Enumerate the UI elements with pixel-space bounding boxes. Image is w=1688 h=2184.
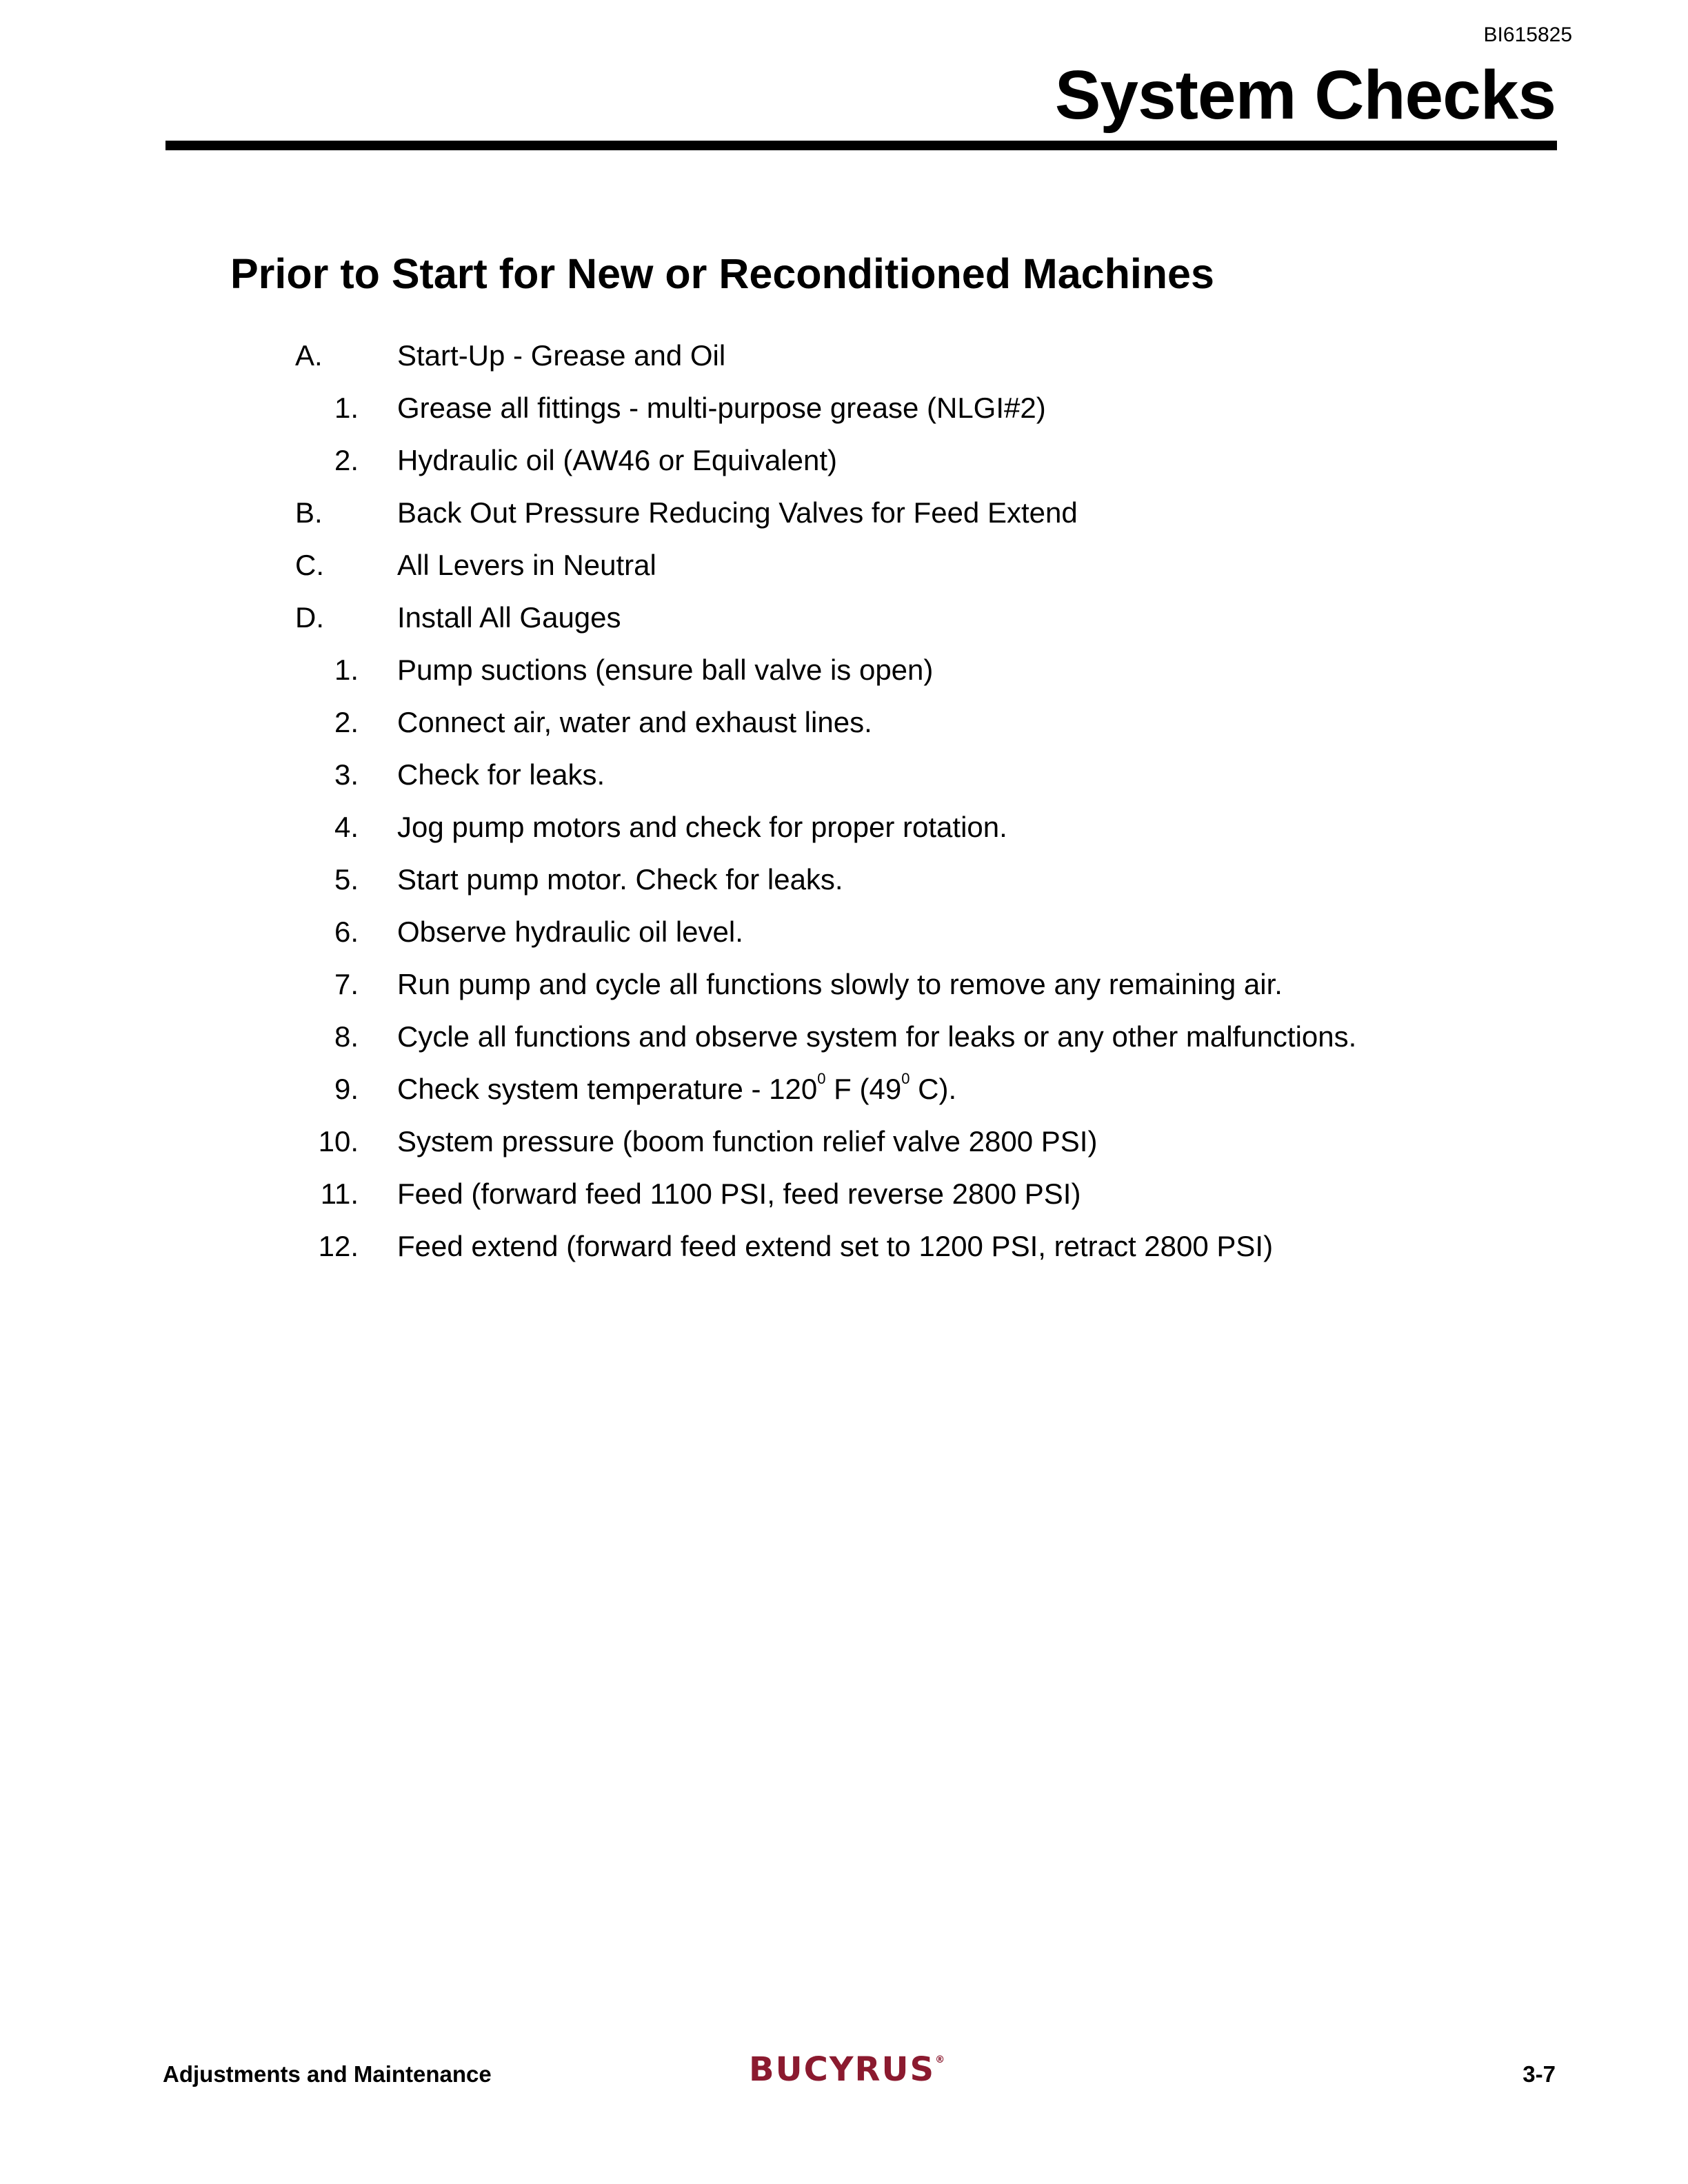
item-marker: 1.: [334, 654, 359, 686]
logo-text: BUCYRUS: [749, 2050, 936, 2089]
page-title: System Checks: [1054, 57, 1556, 134]
item-text: Grease all fittings - multi-purpose grease (NLGI#2): [397, 392, 1046, 424]
document-id: BI615825: [1483, 23, 1572, 46]
item-text: Hydraulic oil (AW46 or Equivalent): [397, 444, 838, 476]
item-marker: B.: [295, 496, 323, 529]
text-segment: Check system temperature - 120: [397, 1073, 818, 1105]
item-marker: D.: [295, 601, 324, 634]
page-number: 3-7: [1523, 2061, 1556, 2087]
item-text: Observe hydraulic oil level.: [397, 916, 743, 948]
item-marker: 5.: [334, 863, 359, 896]
item-text: All Levers in Neutral: [397, 549, 656, 581]
bucyrus-logo: [749, 2050, 945, 2089]
superscript-degree: 0: [817, 1070, 826, 1087]
item-marker: 12.: [318, 1230, 359, 1262]
item-text: Start-Up - Grease and Oil: [397, 339, 726, 372]
item-marker: 3.: [334, 758, 359, 791]
item-text: Start pump motor. Check for leaks.: [397, 863, 843, 896]
registered-mark: ®: [935, 2054, 945, 2065]
text-segment: C).: [910, 1073, 957, 1105]
item-text: System pressure (boom function relief valve 2800 PSI): [397, 1125, 1098, 1157]
item-marker: 9.: [334, 1073, 359, 1105]
item-text: Check for leaks.: [397, 758, 605, 791]
item-marker: 10.: [318, 1125, 359, 1157]
item-marker: 1.: [334, 392, 359, 424]
item-marker: 6.: [334, 916, 359, 948]
item-text-temperature: [397, 1071, 956, 1107]
item-text: Run pump and cycle all functions slowly to remove any remaining air.: [397, 968, 1283, 1000]
item-text: Feed (forward feed 1100 PSI, feed reverse 2800 PSI): [397, 1177, 1081, 1210]
item-text: Feed extend (forward feed extend set to 1200 PSI, retract 2800 PSI): [397, 1230, 1274, 1262]
footer-section-title: Adjustments and Maintenance: [163, 2061, 492, 2087]
item-text: Jog pump motors and check for proper rotation.: [397, 811, 1007, 843]
item-marker: 8.: [334, 1020, 359, 1053]
item-marker: A.: [295, 339, 323, 372]
item-text: Back Out Pressure Reducing Valves for Feed Extend: [397, 496, 1078, 529]
text-segment: F (49: [825, 1073, 902, 1105]
item-text: Cycle all functions and observe system for leaks or any other malfunctions.: [397, 1020, 1357, 1053]
section-heading: Prior to Start for New or Reconditioned Machines: [230, 250, 1214, 297]
item-text: Pump suctions (ensure ball valve is open): [397, 654, 934, 686]
item-text: Connect air, water and exhaust lines.: [397, 706, 872, 738]
item-marker: 4.: [334, 811, 359, 843]
item-marker: 7.: [334, 968, 359, 1000]
title-divider: [165, 141, 1557, 150]
item-marker: 11.: [320, 1177, 359, 1210]
item-marker: 2.: [334, 444, 359, 476]
superscript-degree: 0: [901, 1070, 910, 1087]
item-text: Install All Gauges: [397, 601, 621, 634]
item-marker: 2.: [334, 706, 359, 738]
item-marker: C.: [295, 549, 324, 581]
